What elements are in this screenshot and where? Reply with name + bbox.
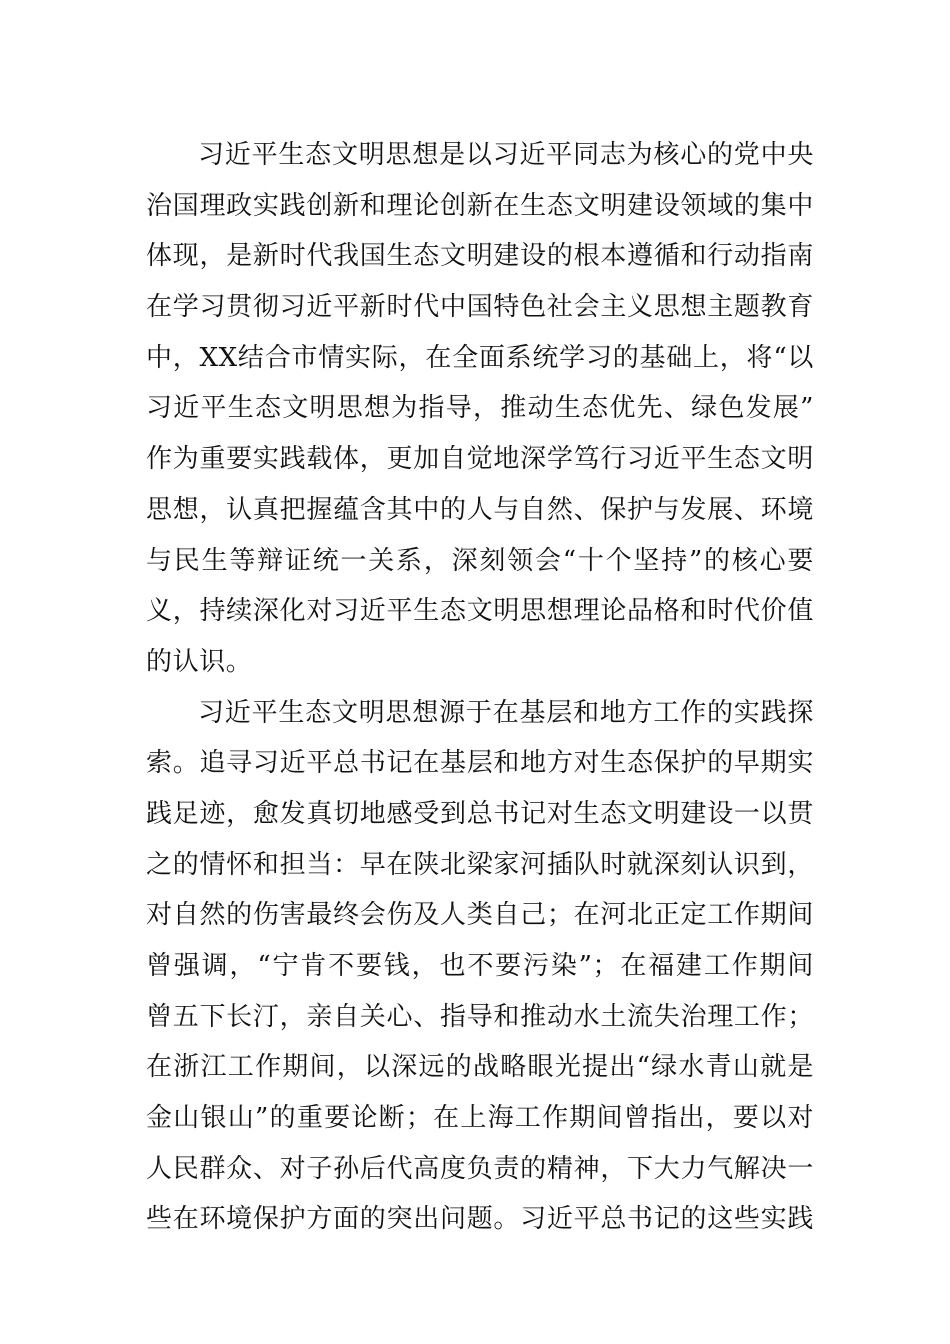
paragraph-1 (146, 130, 814, 688)
text-line: 曾五下长汀，亲自关心、指导和推动水土流失治理工作； (146, 1001, 814, 1032)
text-line: 与民生等辩证统一关系，深刻领会“十个坚持”的核心要 (146, 545, 814, 576)
text-line: 思想，认真把握蕴含其中的人与自然、保护与发展、环境 (146, 494, 814, 525)
text-line: 人民群众、对子孙后代高度负责的精神，下大力气解决一 (146, 1153, 814, 1184)
text-line: 的认识。 (146, 646, 253, 677)
text-line: 义，持续深化对习近平生态文明思想理论品格和时代价值 (146, 596, 814, 627)
document-body (146, 130, 814, 1245)
text-line: 习近平生态文明思想源于在基层和地方工作的实践探 (198, 697, 814, 728)
text-line: 对自然的伤害最终会伤及人类自己；在河北正定工作期间 (146, 900, 814, 931)
text-line: 曾强调，“宁肯不要钱，也不要污染”；在福建工作期间 (146, 951, 814, 981)
text-line: 中，XX结合市情实际，在全面系统学习的基础上，将“以 (146, 342, 814, 373)
text-line: 在学习贯彻习近平新时代中国特色社会主义思想主题教育 (146, 292, 814, 323)
text-line: 作为重要实践载体，更加自觉地深学笃行习近平生态文明 (146, 444, 814, 475)
paragraph-2 (146, 688, 814, 1246)
text-line: 之的情怀和担当：早在陕北梁家河插队时就深刻认识到， (146, 849, 814, 880)
text-line: 些在环境保护方面的突出问题。习近平总书记的这些实践 (146, 1204, 814, 1235)
text-line: 索。追寻习近平总书记在基层和地方对生态保护的早期实 (146, 748, 814, 779)
text-line: 治国理政实践创新和理论创新在生态文明建设领域的集中 (146, 190, 814, 221)
text-line: 体现，是新时代我国生态文明建设的根本遵循和行动指南 (146, 241, 814, 272)
text-line: 在浙江工作期间，以深远的战略眼光提出“绿水青山就是 (146, 1052, 814, 1083)
text-line: 金山银山”的重要论断；在上海工作期间曾指出，要以对 (146, 1103, 814, 1134)
text-line: 践足迹，愈发真切地感受到总书记对生态文明建设一以贯 (146, 798, 814, 829)
text-line: 习近平生态文明思想为指导，推动生态优先、绿色发展” (146, 393, 814, 424)
text-line: 习近平生态文明思想是以习近平同志为核心的党中央 (198, 140, 814, 170)
